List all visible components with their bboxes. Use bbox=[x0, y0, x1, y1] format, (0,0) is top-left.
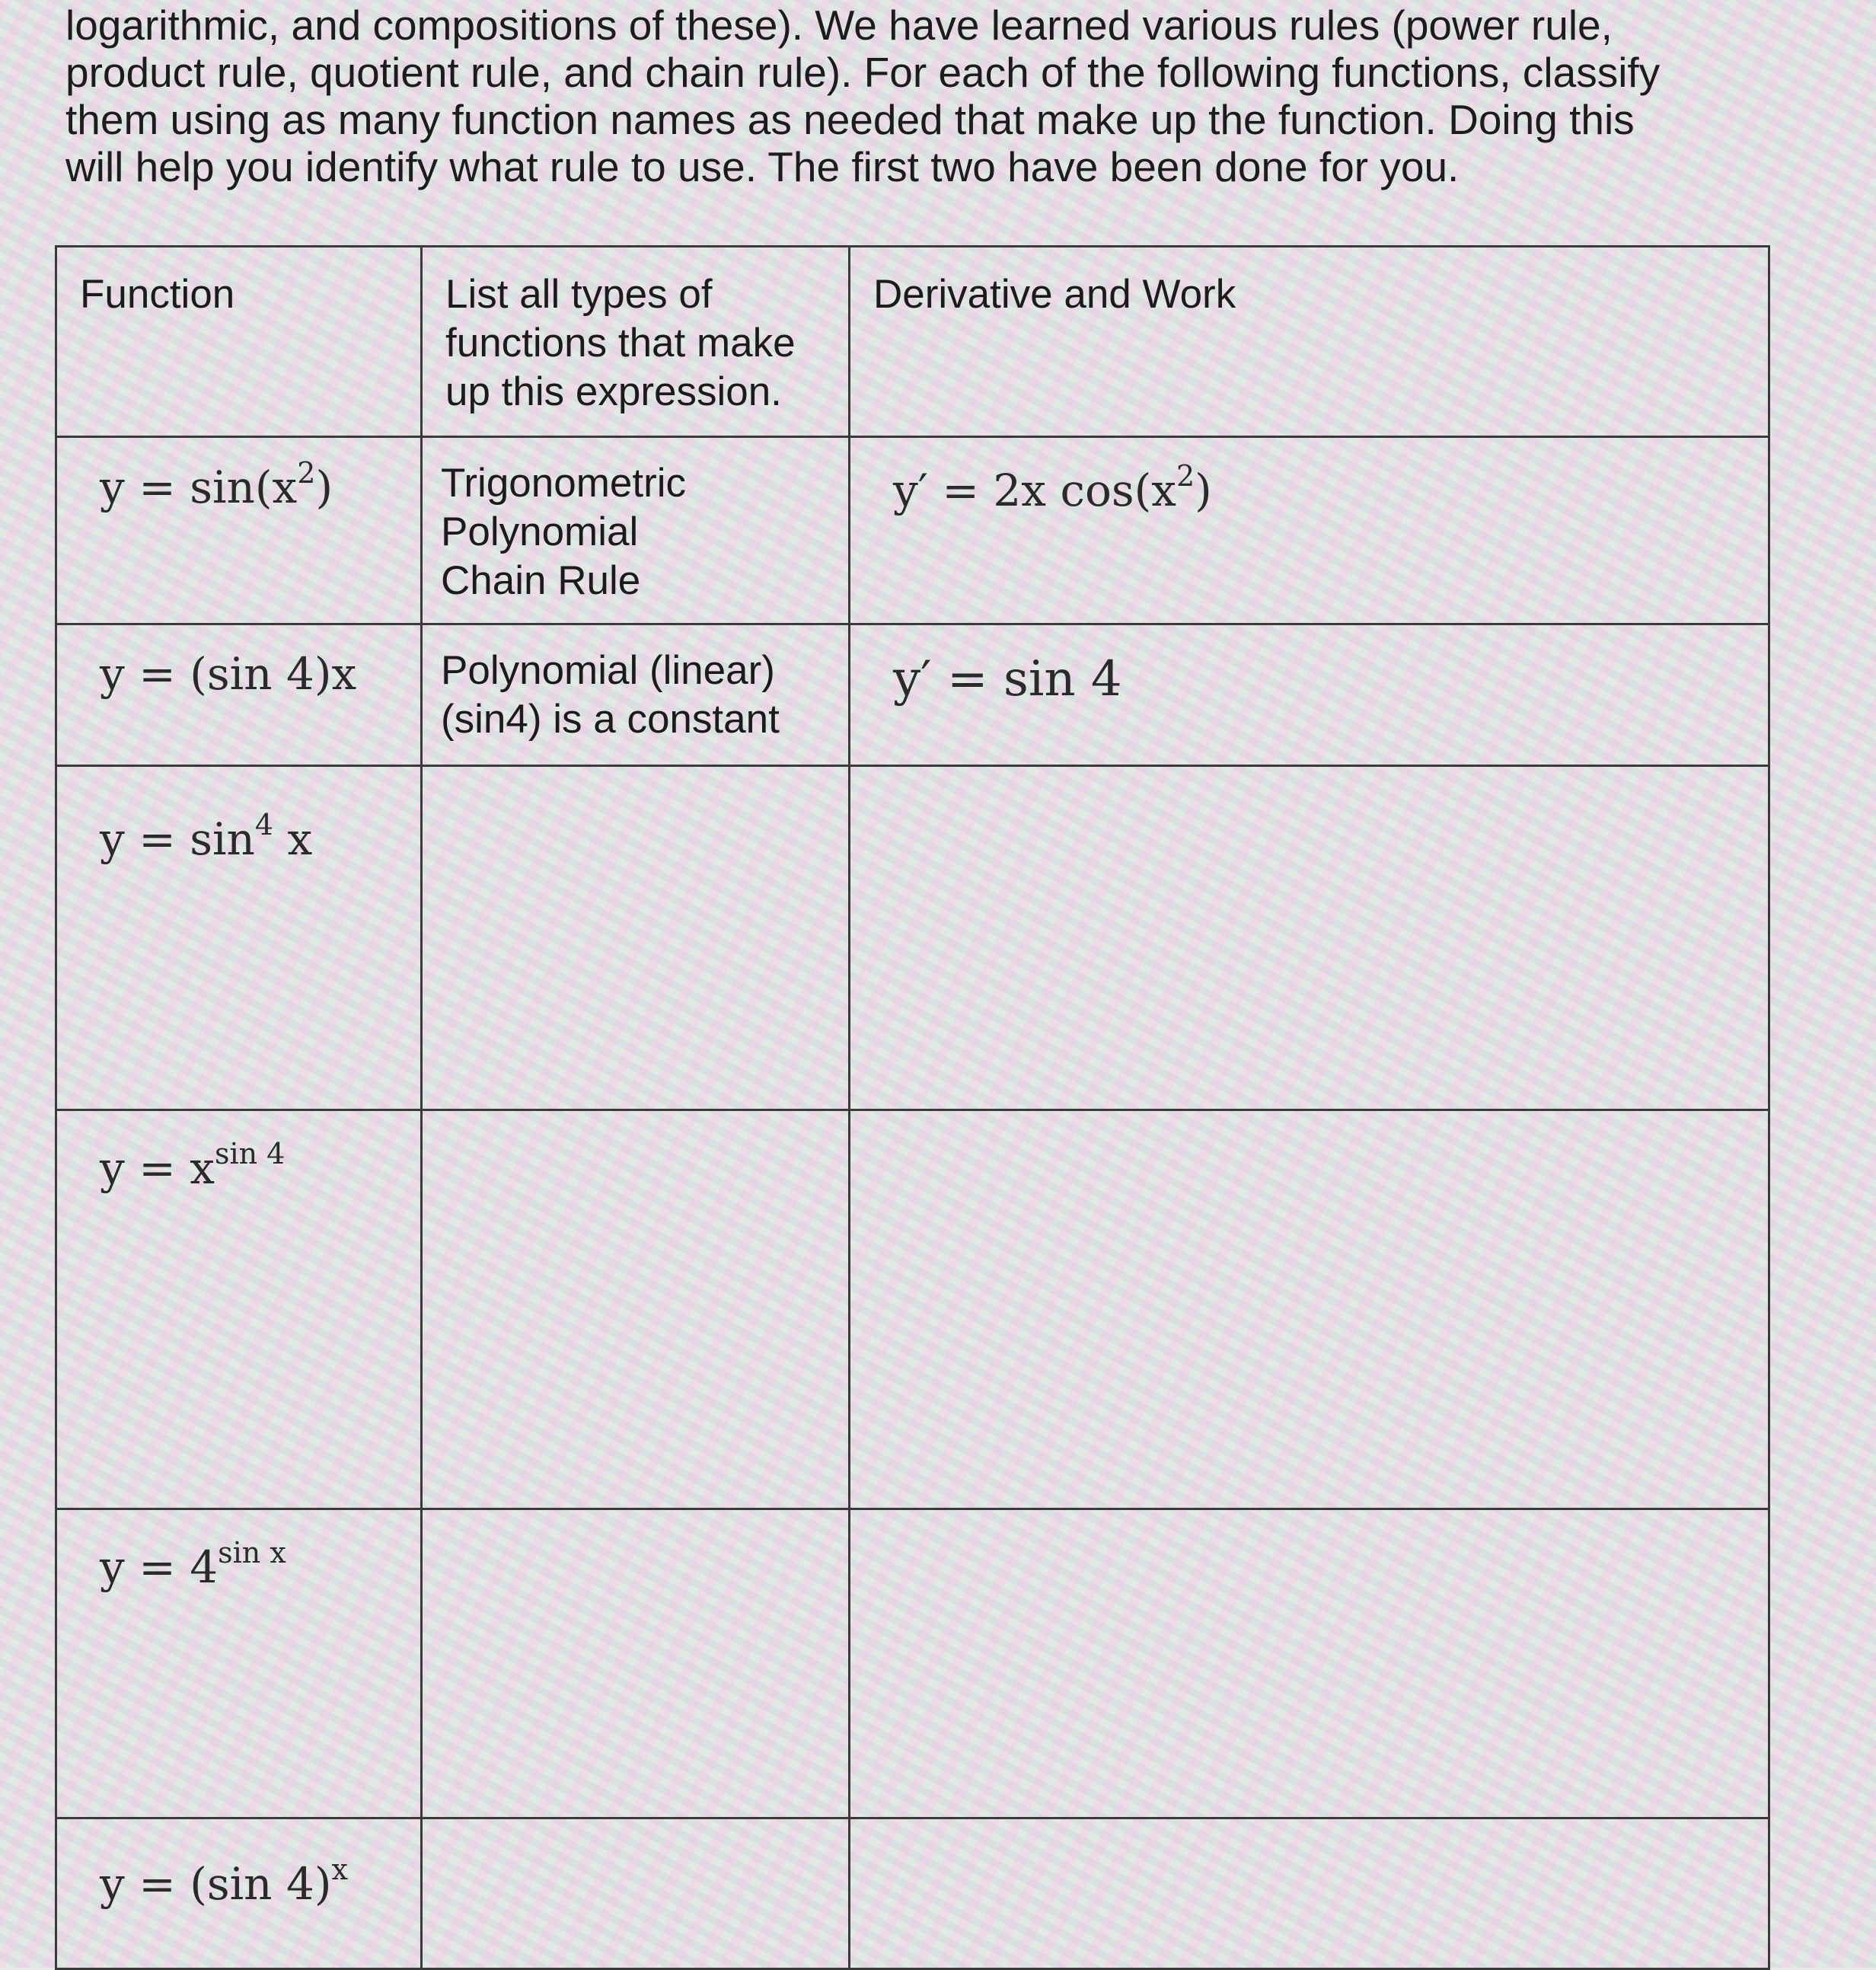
header-types-line: up this expression. bbox=[445, 369, 782, 414]
table-row bbox=[56, 624, 1769, 766]
derivative-cell[interactable] bbox=[850, 1110, 1769, 1509]
function-cell bbox=[56, 766, 422, 1110]
types-cell[interactable] bbox=[422, 1509, 850, 1818]
header-types-line: List all types of bbox=[445, 272, 713, 317]
types-cell[interactable] bbox=[422, 1110, 850, 1509]
derivative-cell[interactable] bbox=[850, 1509, 1769, 1818]
worksheet-table bbox=[55, 245, 1770, 1970]
instructions-line: will help you identify what rule to use. The first two have been done for you. bbox=[65, 143, 1460, 190]
derivative-cell[interactable] bbox=[850, 1818, 1769, 1969]
table-header-row bbox=[56, 247, 1769, 437]
types-cell[interactable] bbox=[422, 1818, 850, 1969]
types-cell[interactable] bbox=[422, 766, 850, 1110]
types-cell[interactable] bbox=[422, 624, 850, 766]
function-expression: $y = 4^{sin x}$ bbox=[100, 1536, 286, 1594]
function-cell bbox=[56, 437, 422, 624]
function-cell bbox=[56, 1110, 422, 1509]
type-entry: Trigonometric bbox=[441, 461, 687, 506]
function-cell bbox=[56, 624, 422, 766]
types-cell[interactable] bbox=[422, 437, 850, 624]
derivative-cell[interactable] bbox=[850, 437, 1769, 624]
type-entry: Polynomial bbox=[441, 509, 639, 554]
table-row bbox=[56, 1110, 1769, 1509]
function-cell bbox=[56, 1818, 422, 1969]
function-expression: $y = \sin(x^2)$ bbox=[100, 456, 333, 514]
worksheet-table-container bbox=[55, 245, 1768, 1968]
table-row bbox=[56, 1509, 1769, 1818]
derivative-cell[interactable] bbox=[850, 766, 1769, 1110]
function-cell bbox=[56, 1509, 422, 1818]
derivative-expression: y′ = sin 4 bbox=[893, 651, 1122, 707]
derivative-cell[interactable] bbox=[850, 624, 1769, 766]
header-function-label: Function bbox=[80, 272, 235, 317]
table-row bbox=[56, 437, 1769, 624]
header-types-line: functions that make bbox=[445, 321, 796, 366]
function-expression: $y = \sin^4 x$ bbox=[100, 808, 313, 866]
table-row bbox=[56, 1818, 1769, 1969]
header-types bbox=[422, 247, 850, 437]
table-row bbox=[56, 766, 1769, 1110]
instructions-line: them using as many function names as needed that make up the function. Doing this bbox=[65, 96, 1635, 143]
header-derivative-label: Derivative and Work bbox=[873, 272, 1236, 317]
function-expression: $y = x^{sin 4}$ bbox=[100, 1137, 286, 1195]
instructions-line: product rule, quotient rule, and chain rule). For each of the following functions, classify bbox=[65, 49, 1661, 96]
type-entry: (sin4) is a constant bbox=[441, 697, 780, 742]
derivative-expression: y′ = 2x $\cos(x^2)$ bbox=[893, 459, 1212, 517]
type-entry: Chain Rule bbox=[441, 558, 641, 603]
instructions-line: logarithmic, and compositions of these). We have learned various rules (power rule, bbox=[65, 2, 1613, 49]
type-entry: Polynomial (linear) bbox=[441, 648, 775, 693]
function-expression: y = (sin 4)x bbox=[100, 648, 357, 700]
instructions-paragraph bbox=[65, 2, 1740, 190]
header-derivative bbox=[850, 247, 1769, 437]
function-expression: y = (sin 4)$^x$ bbox=[100, 1853, 348, 1911]
header-function bbox=[56, 247, 422, 437]
